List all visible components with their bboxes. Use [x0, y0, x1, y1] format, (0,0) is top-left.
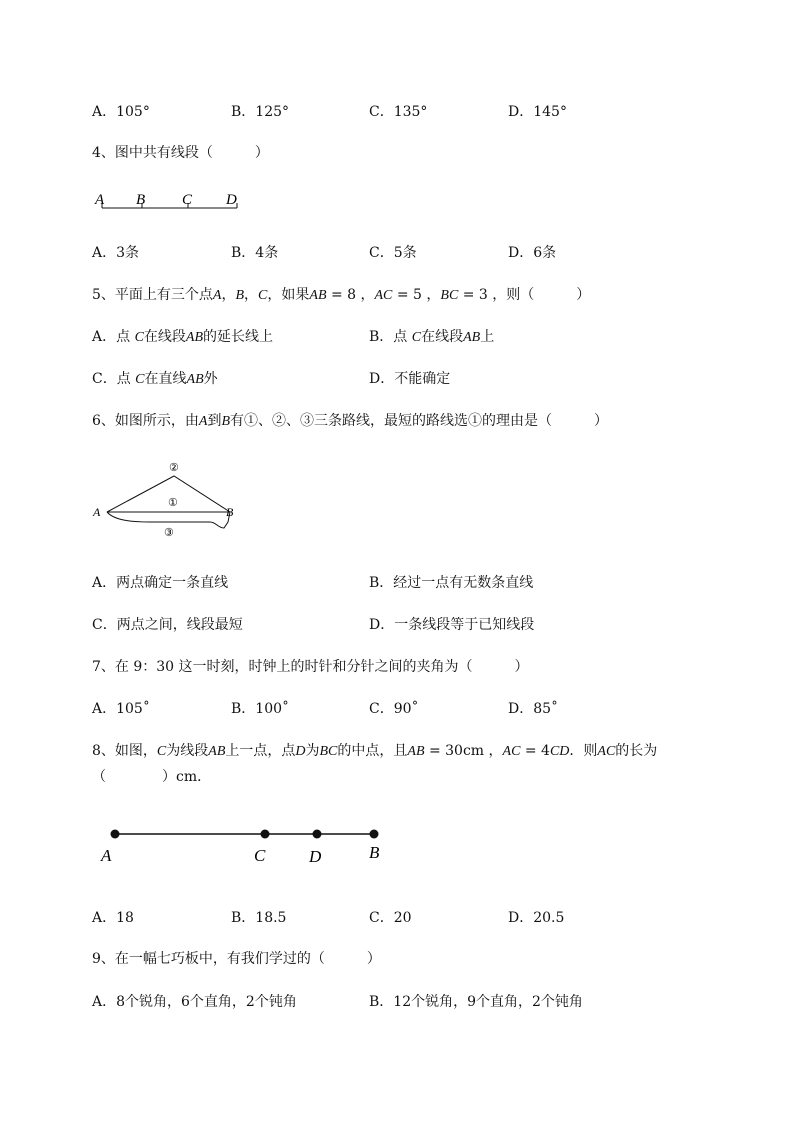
q8-figure	[95, 820, 395, 870]
q3-option-d: D．145°	[508, 104, 567, 120]
q4-label-c: C	[182, 192, 193, 208]
q5-option-b: B．点 C在线段AB上	[369, 329, 495, 345]
q6-label-route-3: ③	[164, 527, 174, 539]
q3-option-a: A．105°	[92, 104, 150, 120]
q8-point-d	[313, 830, 322, 839]
q6-label-a: A	[93, 505, 101, 519]
q4-label-d: D	[226, 192, 237, 208]
q6-figure	[90, 456, 250, 542]
q5-option-a: A．点 C在线段AB的延长线上	[92, 329, 274, 345]
q7-stem: 7、在 9：30 这一时刻，时钟上的时针和分针之间的夹角为（ ）	[92, 659, 529, 675]
q6-label-route-1: ①	[168, 497, 178, 509]
q8-stem: 8、如图，C为线段AB上一点，点D为BC的中点，且AB = 30cm ，AC = 4CD．则AC的长为	[92, 743, 658, 759]
q8-option-a: A．18	[92, 910, 134, 926]
q6-option-d: D．一条线段等于已知线段	[369, 617, 535, 633]
q5-option-d: D．不能确定	[369, 371, 451, 387]
q7-option-b: B．100˚	[231, 701, 290, 717]
q9-option-a: A．8个锐角，6个直角，2个钝角	[92, 994, 297, 1010]
q4-option-c: C．5条	[369, 245, 417, 261]
q8-point-b	[370, 830, 379, 839]
q4-option-b: B．4条	[231, 245, 279, 261]
q4-figure	[90, 186, 250, 216]
q8-point-c	[261, 830, 270, 839]
q6-stem: 6、如图所示，由A到B有①、②、③三条路线，最短的路线选①的理由是（ ）	[92, 413, 609, 429]
q8-point-a	[111, 830, 120, 839]
q6-option-c: C．两点之间，线段最短	[92, 617, 243, 633]
q7-option-a: A．105˚	[92, 701, 150, 717]
q8-label-a: A	[101, 846, 112, 865]
q8-stem-line2: （ ）cm．	[92, 769, 212, 785]
q3-option-b: B．125°	[231, 104, 290, 120]
q4-option-a: A．3条	[92, 245, 140, 261]
q8-label-c: C	[254, 846, 266, 865]
q4-label-a: A	[95, 192, 105, 208]
q8-option-b: B．18.5	[231, 910, 287, 926]
q6-route-3	[107, 512, 230, 528]
q5-stem: 5、平面上有三个点A，B，C，如果AB = 8 ，AC = 5 ，BC = 3 ，则（ ）	[92, 287, 591, 303]
q5-option-c: C．点 C在直线AB外	[92, 371, 218, 387]
q6-label-b: B	[226, 505, 234, 519]
q7-option-c: C．90˚	[369, 701, 419, 717]
q4-label-b: B	[136, 192, 146, 208]
q6-option-a: A．两点确定一条直线	[92, 575, 229, 591]
q8-label-d: D	[309, 847, 322, 866]
q9-option-b: B．12个锐角，9个直角，2个钝角	[369, 994, 583, 1010]
q6-label-route-2: ②	[169, 462, 179, 474]
q3-option-c: C．135°	[369, 104, 428, 120]
q7-option-d: D．85˚	[508, 701, 559, 717]
q4-stem: 4、图中共有线段（ ）	[92, 145, 269, 161]
q9-stem: 9、在一幅七巧板中，有我们学过的（ ）	[92, 951, 381, 967]
q8-label-b: B	[369, 843, 380, 862]
q4-option-d: D．6条	[508, 245, 557, 261]
q8-option-d: D．20.5	[508, 910, 565, 926]
q6-option-b: B．经过一点有无数条直线	[369, 575, 534, 591]
q8-option-c: C．20	[369, 910, 412, 926]
